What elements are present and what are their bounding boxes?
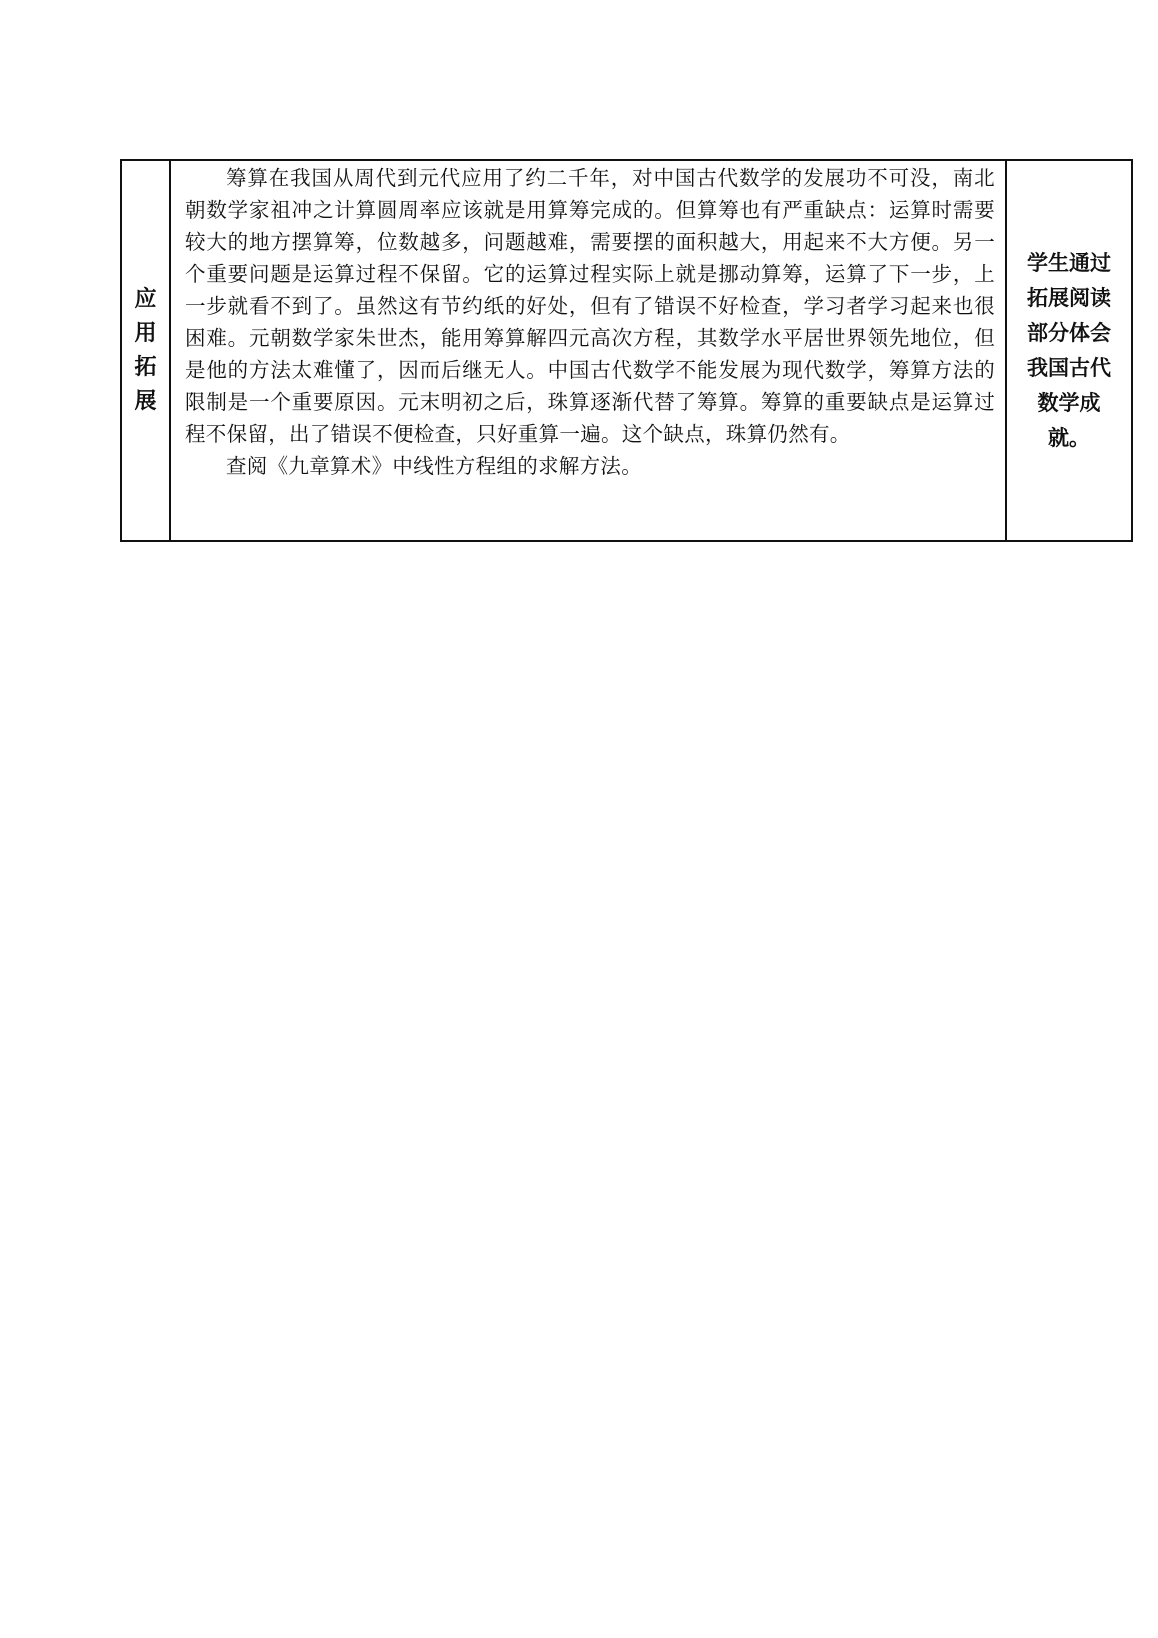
content-paragraph: 查阅《九章算术》中线性方程组的求解方法。 <box>226 454 642 478</box>
section-label-char: 应 <box>134 286 157 312</box>
design-intent-cell <box>1006 160 1132 541</box>
design-intent-line: 拓展阅读 <box>1027 285 1111 310</box>
content-cell <box>170 160 1006 541</box>
design-intent-line: 就。 <box>1048 425 1090 450</box>
section-label-cell <box>121 160 170 541</box>
design-intent-line: 我国古代 <box>1027 355 1111 380</box>
content-paragraph: 筹算在我国从周代到元代应用了约二千年，对中国古代数学的发展功不可没，南北朝数学家祖冲之计算圆周率应该就是用算筹完成的。但算筹也有严重缺点：运算时需要较大的地方摆算筹，位数越多，问题越难，需要摆的面积越大，用起来不大方便。另一个重要问题是运算过程不保留。它的运算过程实际上就是挪动算筹，运算了下一步，上一步就看不到了。虽然这有节约纸的好处，但有了错误不好检查，学习者学习起来也很困难。元朝数学家朱世杰，能用筹算解四元高次方程，其数学水平居世界领先地位，但是他的方法太难懂了，因而后继无人。中国古代数学不能发展为现代数学，筹算方法的限制是一个重要原因。元末明初之后，珠算逐渐代替了筹算。筹算的重要缺点是运算过程不保留，出了错误不便检查，只好重算一遍。这个缺点，珠算仍然有。 <box>185 166 995 446</box>
design-intent-line: 学生通过 <box>1027 250 1111 275</box>
section-label-char: 拓 <box>134 354 157 380</box>
design-intent-line: 部分体会 <box>1027 320 1111 345</box>
section-label-char: 展 <box>134 388 157 414</box>
design-intent-line: 数学成 <box>1037 390 1101 415</box>
lesson-table <box>120 159 1133 542</box>
section-label-char: 用 <box>134 320 157 346</box>
table-row <box>121 160 1132 541</box>
